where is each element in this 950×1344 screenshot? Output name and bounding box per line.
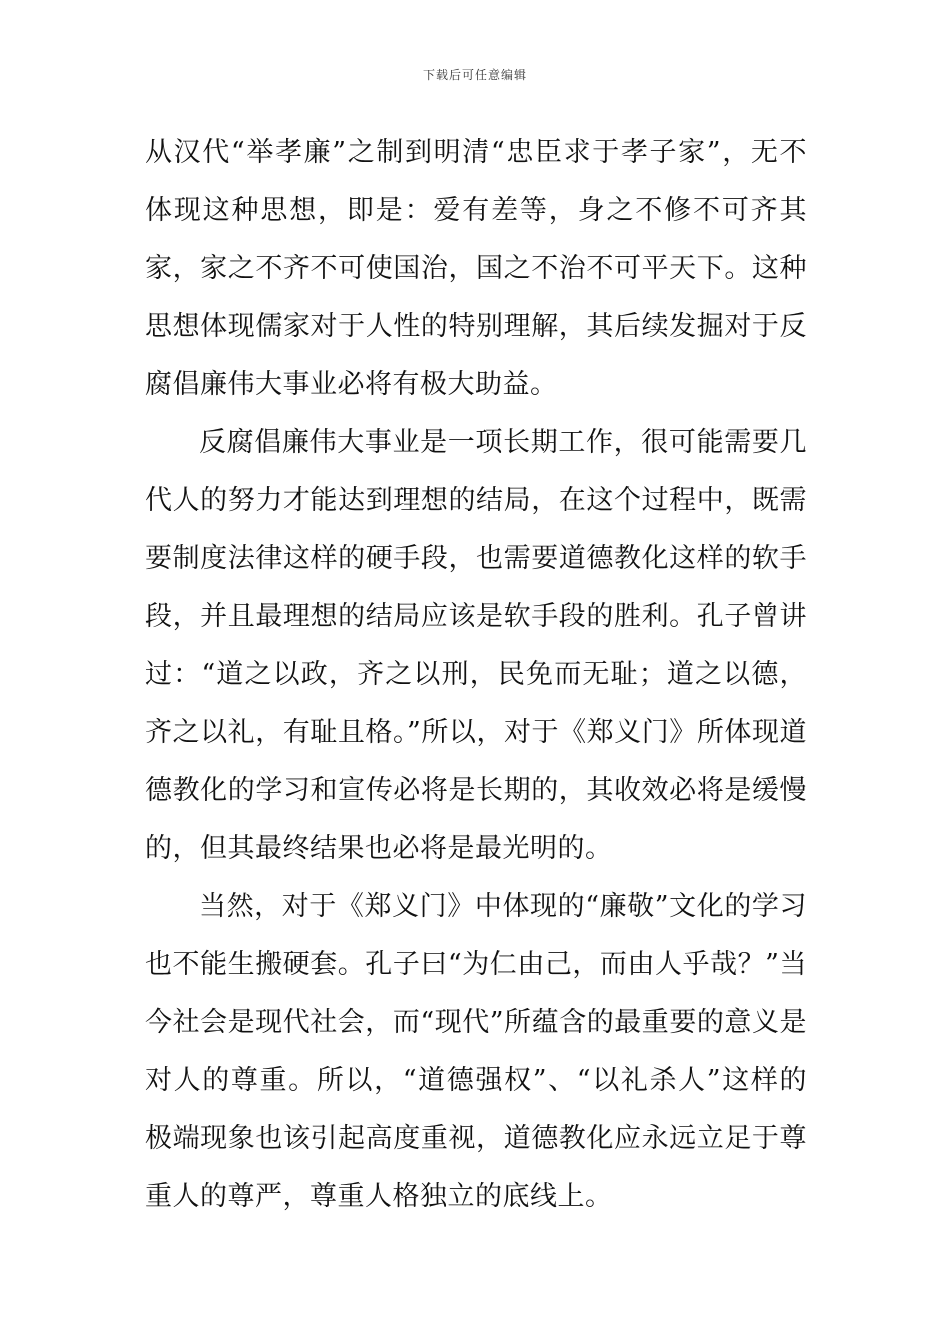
paragraph-3: 当然，对于《郑义门》中体现的“廉敬”文化的学习也不能生搬硬套。孔子曰“为仁由己，而由人乎哉？”当今社会是现代社会，而“现代”所蕴含的最重要的意义是对人的尊重。所以，“道德强权”、“以礼杀人”这样的极端现象也该引起高度重视，道德教化应永远立足于尊重人的尊严，尊重人格独立的底线上。 <box>145 891 807 1212</box>
paragraph-1: 从汉代“举孝廉”之制到明清“忠臣求于孝子家”，无不体现这种思想，即是：爱有差等，身之不修不可齐其家，家之不齐不可使国治，国之不治不可平天下。这种思想体现儒家对于人性的特别理解，其后续发掘对于反腐倡廉伟大事业必将有极大助益。 <box>145 137 807 400</box>
document-body <box>145 124 807 1226</box>
paragraph-2: 反腐倡廉伟大事业是一项长期工作，很可能需要几代人的努力才能达到理想的结局，在这个过程中，既需要制度法律这样的硬手段，也需要道德教化这样的软手段，并且最理想的结局应该是软手段的胜利。孔子曾讲过：“道之以政，齐之以刑，民免而无耻；道之以德，齐之以礼，有耻且格。”所以，对于《郑义门》所体现道德教化的学习和宣传必将是长期的，其收效必将是缓慢的，但其最终结果也必将是最光明的。 <box>145 427 807 864</box>
header-note: 下载后可任意编辑 <box>422 68 527 82</box>
